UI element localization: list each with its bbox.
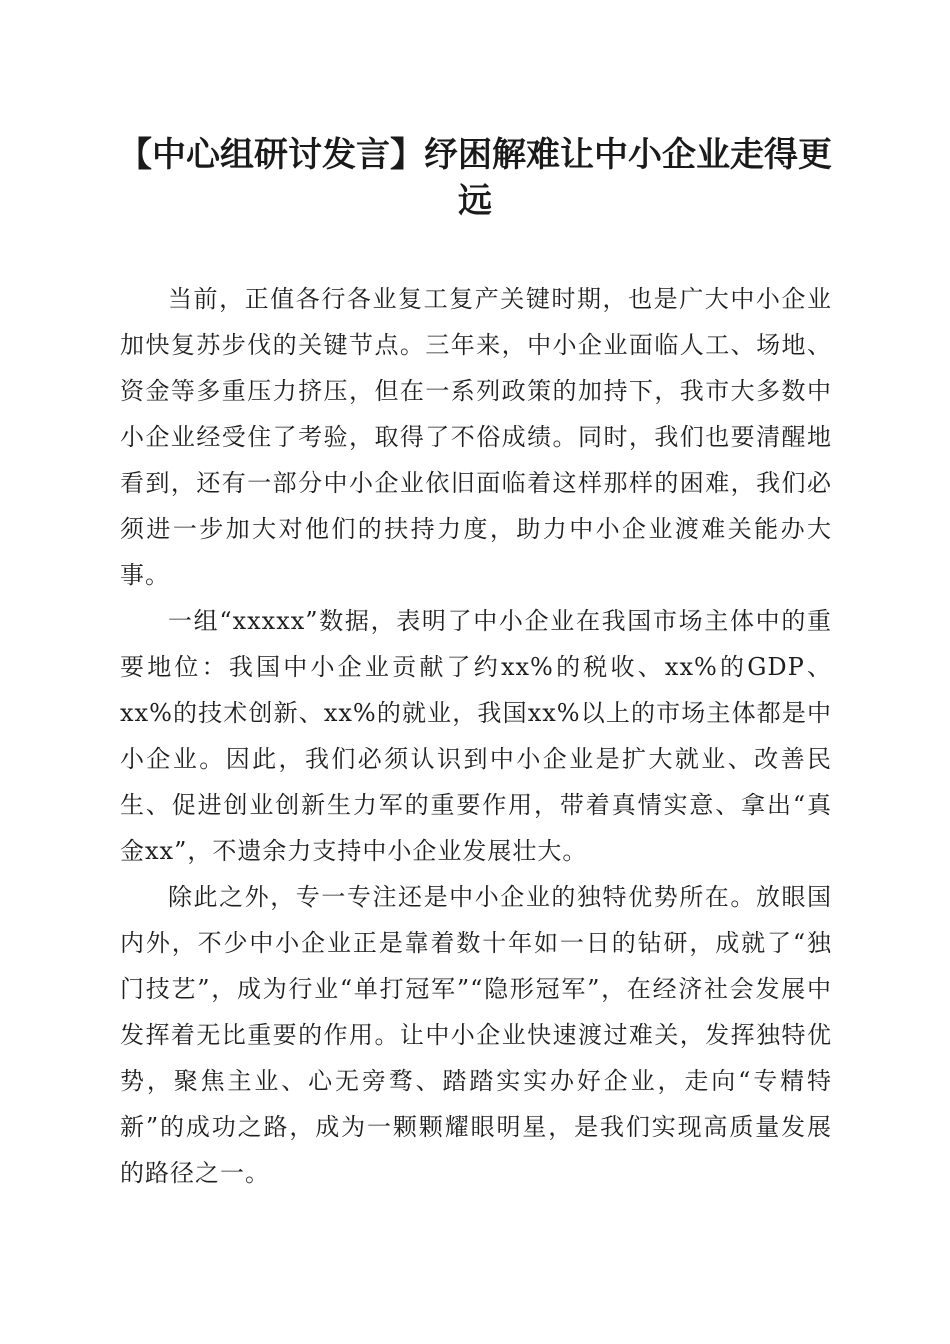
paragraph-3: 除此之外，专一专注还是中小企业的独特优势所在。放眼国内外，不少中小企业正是靠着数十年如一日的钻研，成就了“独门技艺”，成为行业“单打冠军”“隐形冠军”，在经济社会发展中发挥着无比重要的作用。让中小企业快速渡过难关，发挥独特优势，聚焦主业、心无旁骛、踏踏实实办好企业，走向“专精特新”的成功之路，成为一颗颗耀眼明星，是我们实现高质量发展的路径之一。: [120, 883, 832, 1187]
document-body: [120, 276, 832, 1196]
paragraph-1: 当前，正值各行各业复工复产关键时期，也是广大中小企业加快复苏步伐的关键节点。三年来，中小企业面临人工、场地、资金等多重压力挤压，但在一系列政策的加持下，我市大多数中小企业经受住了考验，取得了不俗成绩。同时，我们也要清醒地看到，还有一部分中小企业依旧面临着这样那样的困难，我们必须进一步加大对他们的扶持力度，助力中小企业渡难关能办大事。: [120, 285, 832, 589]
paragraph-2: 一组“xxxxx”数据，表明了中小企业在我国市场主体中的重要地位：我国中小企业贡献了约xx%的税收、xx%的GDP、xx%的技术创新、xx%的就业，我国xx%以上的市场主体都是中小企业。因此，我们必须认识到中小企业是扩大就业、改善民生、促进创业创新生力军的重要作用，带着真情实意、拿出“真金xx”，不遗余力支持中小企业发展壮大。: [120, 607, 832, 865]
document-title: 【中心组研讨发言】纾困解难让中小企业走得更远: [118, 135, 832, 221]
